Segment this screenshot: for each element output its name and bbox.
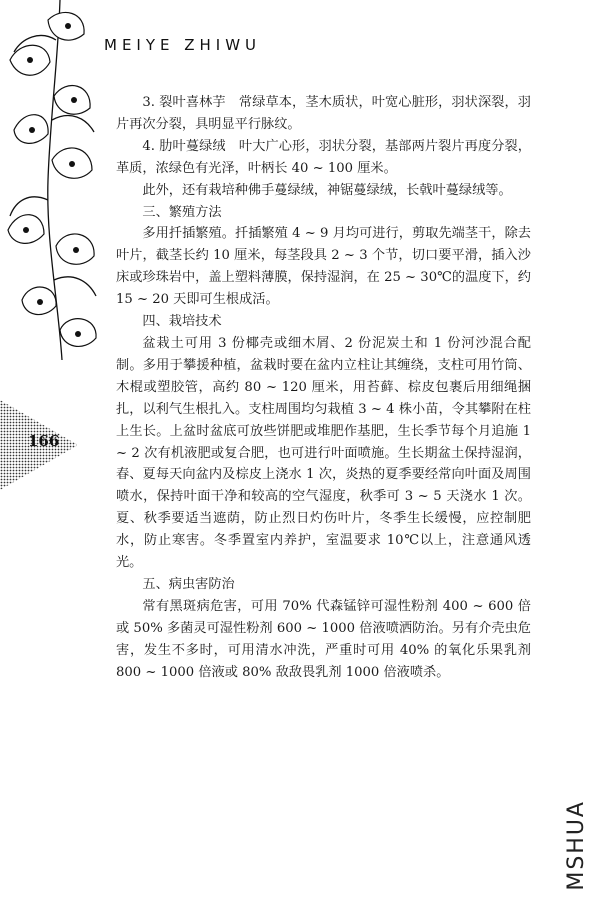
paragraph: 此外，还有栽培种佛手蔓绿绒，神锯蔓绿绒，长戟叶蔓绿绒等。 — [142, 182, 512, 198]
section-heading: 五、病虫害防治 — [142, 576, 235, 592]
paragraph: 盆栽土可用 3 份椰壳或细木屑、2 份泥炭土和 1 份河沙混合配制。多用于攀援种植，盆栽时要在盆内立柱让其缠绕，支柱可用竹筒、木棍或塑胶管，高约 80 ~ 120 厘米，用苔藓、棕皮包裹后用细绳捆扎，以利气生根扎入。支柱周围均匀栽植 3 ~ 4 株小苗，令其攀附在柱上生长。上盆时盆底可放些饼肥或堆肥作基肥，生长季节每个月追施 1 ~ 2 次有机液肥或复合肥，也可进行叶面喷施。生长期盆土保持湿润，春、夏每天向盆内及棕皮上浇水 1 次，炎热的夏季要经常向叶面及周围喷水，保持叶面干净和较高的空气湿度，秋季可 3 ~ 5 天浇水 1 次。夏、秋季要适当遮荫，防止烈日灼伤叶片，冬季生长缓慢，应控制肥水，防止寒害。冬季置室内养护，室温要求 10℃以上，注意通风透光。 — [116, 335, 531, 571]
page-number: 166 — [28, 432, 60, 450]
paragraph: 4. 肋叶蔓绿绒 叶大广心形，羽状分裂，基部两片裂片再度分裂，革质，浓绿色有光泽，叶柄长 40 ~ 100 厘米。 — [116, 138, 531, 176]
paragraph: 常有黑斑病危害，可用 70% 代森锰锌可湿性粉剂 400 ~ 600 倍或 50% 多菌灵可湿性粉剂 600 ~ 1000 倍液喷洒防治。另有介壳虫危害，发生不多时，可用清水冲洗，严重时可用 40% 的氧化乐果乳剂 800 ~ 1000 倍液或 80% 敌敌畏乳剂 1000 倍液喷杀。 — [116, 598, 531, 680]
paragraph: 多用扦插繁殖。扦插繁殖 4 ~ 9 月均可进行，剪取先端茎干，除去叶片，截茎长约 10 厘米，每茎段具 2 ~ 3 个节，切口要平滑，插入沙床或珍珠岩中，盖上塑料薄膜，保持湿润，在 25 ~ 30℃的温度下，约 15 ~ 20 天即可生根成活。 — [116, 226, 531, 308]
watermark: MSHUA — [564, 800, 589, 891]
running-title: MEIYE ZHIWU — [104, 36, 262, 54]
article-body — [116, 92, 531, 683]
section-heading: 四、栽培技术 — [142, 314, 222, 330]
paragraph: 3. 裂叶喜林芋 常绿草本，茎木质状，叶宽心脏形，羽状深裂，羽片再次分裂，具明显平行脉纹。 — [116, 95, 531, 132]
section-heading: 三、繁殖方法 — [142, 204, 222, 220]
leafy-vine-illustration-icon — [0, 0, 110, 380]
